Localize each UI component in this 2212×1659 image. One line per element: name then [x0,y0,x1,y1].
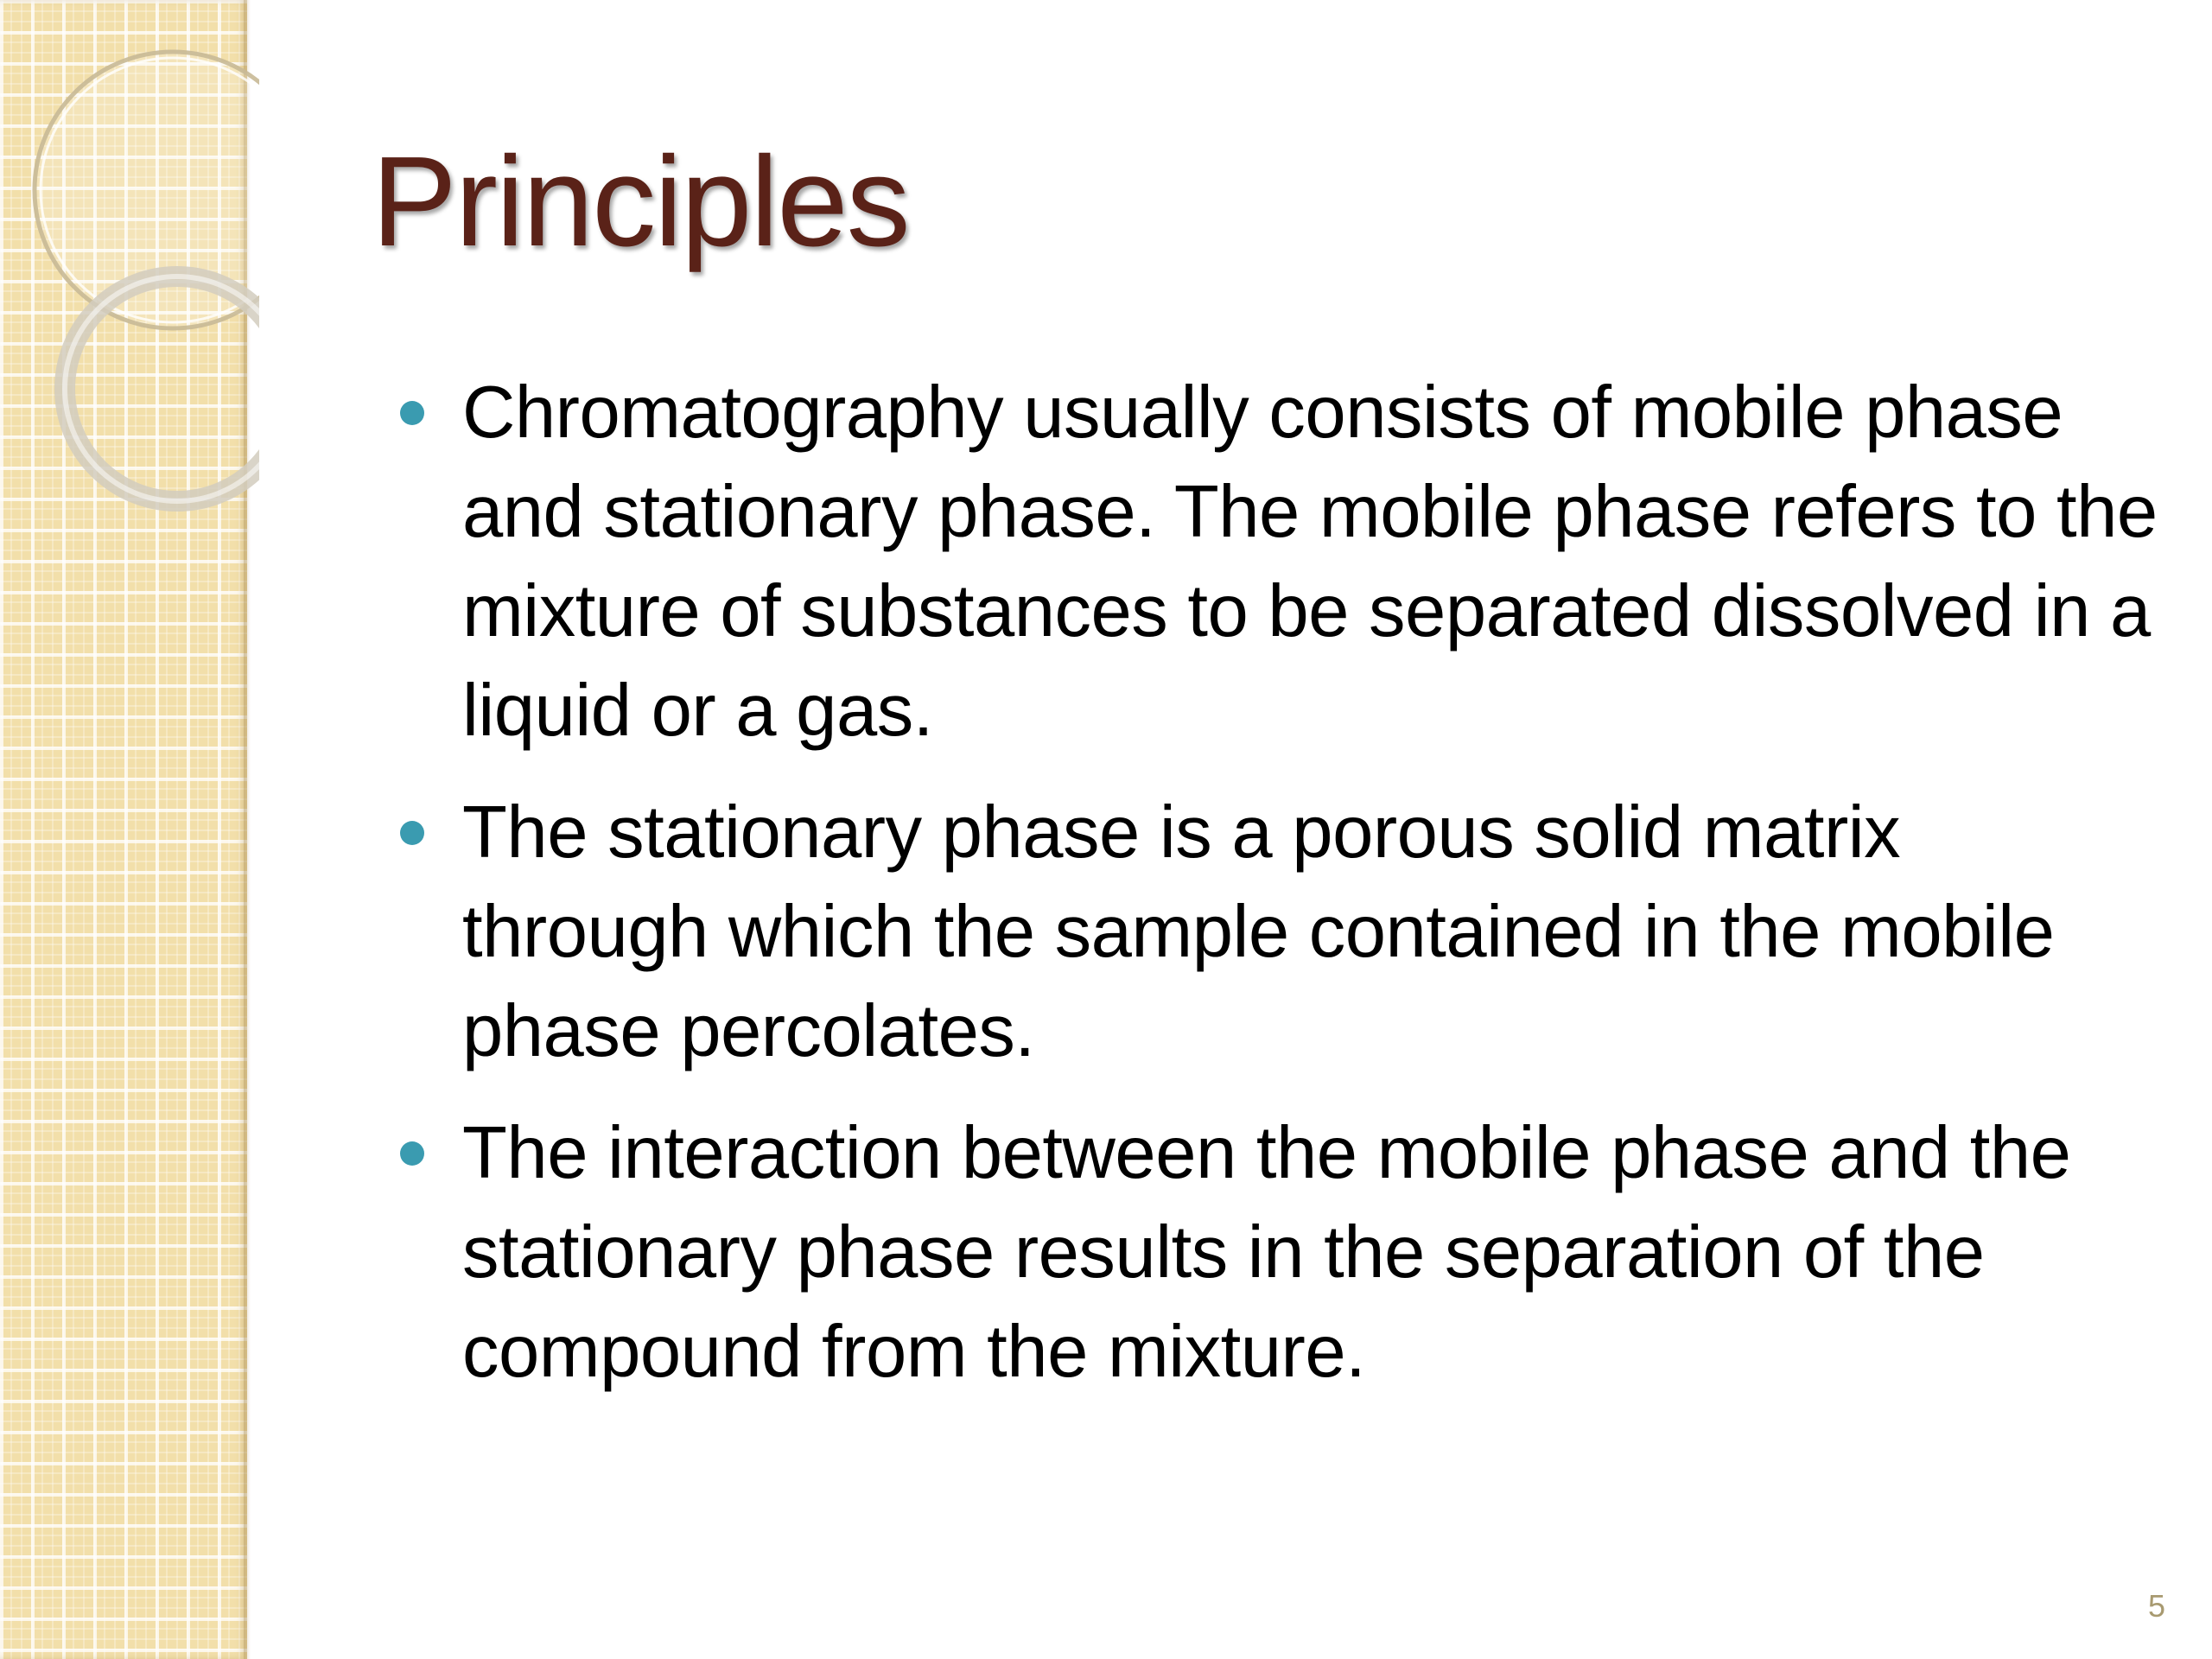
bullet-item-2 [393,783,2164,1081]
bullet-text: Chromatography usually consists of mobile phase and stationary phase. The mobile phase refers to the mixture of substances to be separated dissolved in a liquid or a gas. [462,372,2158,752]
bullet-text: The stationary phase is a porous solid matrix through which the sample contained in the mobile phase percolates. [462,791,2055,1072]
bullet-list [393,363,2164,1424]
bullet-item-3 [393,1103,2164,1402]
bullet-text: The interaction between the mobile phase and the stationary phase results in the separation of the compound from the mixture. [462,1112,2071,1393]
bullet-dot-icon [400,1141,424,1166]
bullet-dot-icon [400,821,424,845]
slide-title: Principles [372,130,909,273]
bullet-dot-icon [400,401,424,425]
page-number: 5 [2147,1588,2165,1624]
bullet-item-1 [393,363,2164,760]
decorative-rings [0,0,259,605]
